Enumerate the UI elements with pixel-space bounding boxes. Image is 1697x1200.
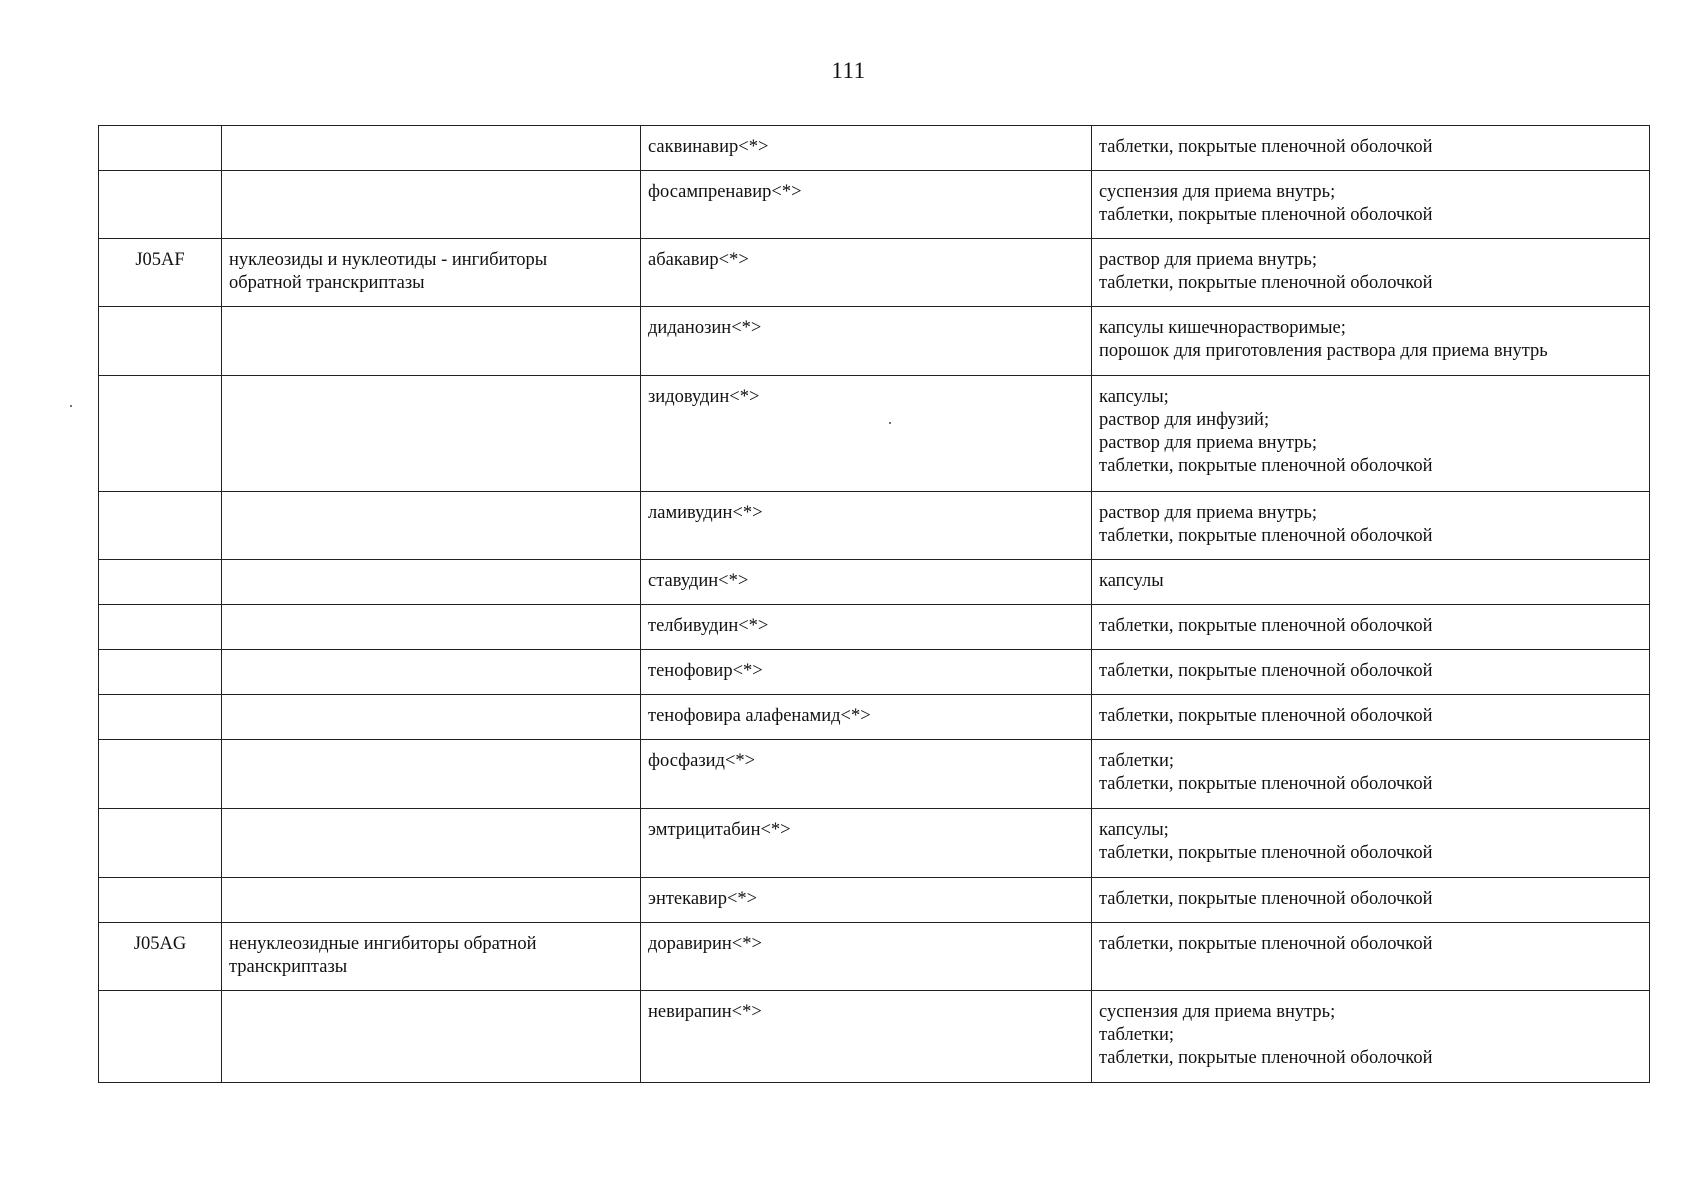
atc-code-cell <box>99 605 222 650</box>
table-row <box>99 695 1650 740</box>
table-row <box>99 650 1650 695</box>
table-body <box>99 126 1650 1083</box>
atc-code-cell <box>99 740 222 809</box>
table-row <box>99 560 1650 605</box>
dosage-form-cell <box>1092 492 1650 560</box>
atc-code-cell <box>99 991 222 1083</box>
drug-name-cell: фосфазид<*> <box>641 740 1092 809</box>
table-row <box>99 239 1650 307</box>
dosage-form-line: раствор для приема внутрь; <box>1099 503 1317 523</box>
drug-name-cell: диданозин<*> <box>641 307 1092 376</box>
table-row <box>99 991 1650 1083</box>
table-row <box>99 809 1650 878</box>
dosage-form-cell <box>1092 740 1650 809</box>
drug-name-cell: фосампренавир<*> <box>641 171 1092 239</box>
dosage-form-line: раствор для инфузий; <box>1099 410 1270 430</box>
dosage-form-cell <box>1092 307 1650 376</box>
dosage-form-cell <box>1092 239 1650 307</box>
dosage-form-cell <box>1092 605 1650 650</box>
atc-code-cell <box>99 695 222 740</box>
drug-name-cell: эмтрицитабин<*> <box>641 809 1092 878</box>
table-row <box>99 492 1650 560</box>
group-cell <box>222 171 641 239</box>
dosage-form-line: таблетки, покрытые пленочной оболочкой <box>1099 137 1433 157</box>
table-row <box>99 740 1650 809</box>
dosage-form-cell <box>1092 809 1650 878</box>
dosage-form-line: таблетки, покрытые пленочной оболочкой <box>1099 889 1433 909</box>
dosage-form-line: раствор для приема внутрь; <box>1099 433 1317 453</box>
dosage-form-line: суспензия для приема внутрь; <box>1099 1002 1336 1022</box>
atc-code-cell <box>99 560 222 605</box>
group-line: обратной транскриптазы <box>229 273 425 293</box>
group-line: транскриптазы <box>229 957 348 977</box>
atc-code-cell <box>99 650 222 695</box>
dosage-form-line: таблетки; <box>1099 1025 1175 1045</box>
atc-code-cell <box>99 492 222 560</box>
group-cell <box>222 492 641 560</box>
drug-name-cell: зидовудин<*> <box>641 376 1092 492</box>
dosage-form-line: капсулы <box>1099 571 1164 591</box>
drug-name-cell: доравирин<*> <box>641 923 1092 991</box>
dosage-form-line: таблетки, покрытые пленочной оболочкой <box>1099 843 1433 863</box>
dosage-form-cell <box>1092 126 1650 171</box>
group-line: нуклеозиды и нуклеотиды - ингибиторы <box>229 250 548 270</box>
dosage-form-cell <box>1092 991 1650 1083</box>
table-row <box>99 307 1650 376</box>
dosage-form-line: таблетки, покрытые пленочной оболочкой <box>1099 1048 1433 1068</box>
group-cell <box>222 560 641 605</box>
dosage-form-line: таблетки, покрытые пленочной оболочкой <box>1099 661 1433 681</box>
group-line: ненуклеозидные ингибиторы обратной <box>229 934 537 954</box>
dosage-form-cell <box>1092 171 1650 239</box>
group-cell <box>222 126 641 171</box>
atc-code-cell <box>99 809 222 878</box>
dosage-form-line: таблетки, покрытые пленочной оболочкой <box>1099 706 1433 726</box>
dosage-form-cell <box>1092 560 1650 605</box>
drug-name-cell: телбивудин<*> <box>641 605 1092 650</box>
table-row <box>99 923 1650 991</box>
dosage-form-line: таблетки; <box>1099 751 1175 771</box>
group-cell <box>222 878 641 923</box>
dosage-form-line: капсулы; <box>1099 820 1169 840</box>
atc-code-cell <box>99 376 222 492</box>
drug-name-cell: энтекавир<*> <box>641 878 1092 923</box>
group-cell <box>222 239 641 307</box>
group-cell <box>222 923 641 991</box>
table-row <box>99 376 1650 492</box>
drug-name-cell: невирапин<*> <box>641 991 1092 1083</box>
dosage-form-cell <box>1092 923 1650 991</box>
dosage-form-line: суспензия для приема внутрь; <box>1099 182 1336 202</box>
drug-name-cell: ламивудин<*> <box>641 492 1092 560</box>
atc-code-cell <box>99 878 222 923</box>
group-cell <box>222 695 641 740</box>
drug-name-cell: тенофовир<*> <box>641 650 1092 695</box>
dosage-form-line: капсулы кишечнорастворимые; <box>1099 318 1346 338</box>
dosage-form-line: раствор для приема внутрь; <box>1099 250 1317 270</box>
group-cell <box>222 376 641 492</box>
atc-code-cell <box>99 126 222 171</box>
drug-table <box>98 125 1650 1083</box>
table-row <box>99 605 1650 650</box>
dosage-form-cell <box>1092 650 1650 695</box>
group-cell <box>222 991 641 1083</box>
group-cell <box>222 605 641 650</box>
dosage-form-cell <box>1092 878 1650 923</box>
drug-name-cell: тенофовира алафенамид<*> <box>641 695 1092 740</box>
atc-code-cell: J05AF <box>99 239 222 307</box>
group-cell <box>222 740 641 809</box>
table-row <box>99 171 1650 239</box>
dosage-form-line: таблетки, покрытые пленочной оболочкой <box>1099 273 1433 293</box>
atc-code-cell <box>99 307 222 376</box>
scan-speck <box>889 422 891 424</box>
drug-name-cell: саквинавир<*> <box>641 126 1092 171</box>
dosage-form-line: таблетки, покрытые пленочной оболочкой <box>1099 934 1433 954</box>
scan-speck <box>70 405 72 407</box>
table-row <box>99 126 1650 171</box>
group-cell <box>222 809 641 878</box>
dosage-form-line: порошок для приготовления раствора для приема внутрь <box>1099 341 1548 361</box>
dosage-form-cell <box>1092 376 1650 492</box>
dosage-form-line: таблетки, покрытые пленочной оболочкой <box>1099 774 1433 794</box>
page-number: 111 <box>831 58 866 83</box>
dosage-form-line: таблетки, покрытые пленочной оболочкой <box>1099 526 1433 546</box>
dosage-form-line: таблетки, покрытые пленочной оболочкой <box>1099 616 1433 636</box>
dosage-form-line: капсулы; <box>1099 387 1169 407</box>
atc-code-cell: J05AG <box>99 923 222 991</box>
dosage-form-line: таблетки, покрытые пленочной оболочкой <box>1099 456 1433 476</box>
group-cell <box>222 307 641 376</box>
dosage-form-cell <box>1092 695 1650 740</box>
dosage-form-line: таблетки, покрытые пленочной оболочкой <box>1099 205 1433 225</box>
table-row <box>99 878 1650 923</box>
atc-code-cell <box>99 171 222 239</box>
drug-name-cell: ставудин<*> <box>641 560 1092 605</box>
drug-name-cell: абакавир<*> <box>641 239 1092 307</box>
group-cell <box>222 650 641 695</box>
